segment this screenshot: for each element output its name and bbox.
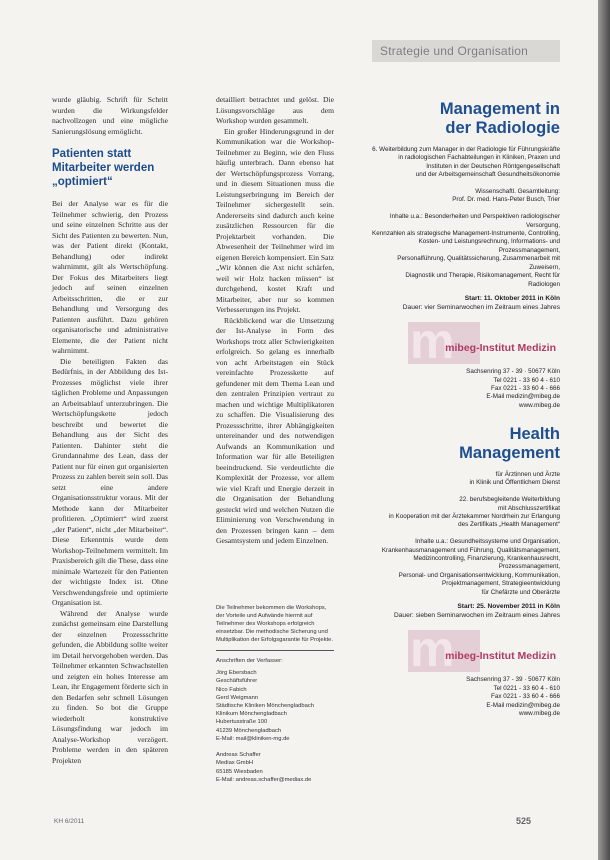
text-line: Wissenschaftl. Gesamtleitung: (475, 188, 560, 196)
text-line: Inhalte u.a.: Gesundheitssysteme und Organisation, (415, 538, 560, 546)
text-line (372, 488, 560, 496)
text-line: E-Mail: andreas.schaffer@mediax.de (216, 776, 312, 783)
logo-text: mibeg-Institut Medizin (445, 342, 556, 355)
ad-contact (372, 368, 560, 410)
paragraph: Die beteiligten Fakten das Bedürfnis, in der Abbildung des Ist-Prozesses möglichst viele ihrer täglichen Probleme und Anpassungen an Arbeitsablauf unterzubringen. Die Wertschöpfungskette jedoch beschreibt und bewertet die Behandlung aus der Sicht des Patienten. Dahinter steht die Grundannahme des Lean, dass der Patient nur für einen gut organisierten Prozess zu zahlen bereit sein soll. Das setzt eine andere Organisationsstruktur voraus. Mit der Methode kann der Mitarbeiter profitieren. „Optimiert“ wird zuerst „der Patient“, nicht „der Mitarbeiter“. Diese Erkenntnis wurde dem Workshop-Teilnehmern vermittelt. Im Praxisbereich gilt die These, dass eine minimale Wartezeit für den Patienten der wichtigste Index ist. Ohne Verschwendungsfreie und optimierte Organisation ist. (52, 356, 168, 607)
ad-dates (372, 603, 560, 620)
text-line (372, 530, 560, 538)
mibeg-logo (372, 313, 560, 370)
text-line: 22. berufsbegleitende Weiterbildung (459, 496, 560, 504)
ad-title-line: Management (459, 444, 560, 462)
author-addresses (216, 657, 334, 784)
ad-duration: Dauer: vier Seminarwochen im Zeitraum eines Jahres (402, 303, 560, 311)
authors-heading: Anschriften der Verfasser: (216, 658, 283, 664)
text-line: Geschäftsführer (216, 678, 258, 685)
issue-number: KH 6/2011 (54, 818, 85, 825)
text-line (372, 180, 560, 188)
ad-start: Start: 25. November 2011 in Köln (457, 603, 560, 611)
text-column-2 (216, 95, 334, 547)
text-line: Sachsenring 37 - 39 · 50677 Köln (466, 368, 560, 376)
text-line: Sachsenring 37 - 39 · 50677 Köln (466, 676, 560, 684)
text-line: Hubertusstraße 100 (216, 719, 268, 726)
section-label: Strategie und Organisation (380, 44, 528, 58)
text-line: und der Arbeitsgemeinschaft Gesundheitsökonomie (415, 171, 560, 179)
text-line: 6. Weiterbildung zum Manager in der Radiologie für Führungskräfte (372, 146, 560, 153)
text-line: E-Mail medizin@mibeg.de (486, 393, 560, 401)
text-line: Instituten in der Deutschen Röntgengesellschaft (426, 162, 560, 170)
paragraph: wurde gläubig. Schrift für Schritt wurden die Wirkungsfelder nachvollzogen und eine mögliche Sanierungslösung ermöglicht. (52, 95, 168, 136)
text-line: Krankenhausmanagement und Führung, Qualitätsmanagement, (381, 546, 560, 554)
text-line: Personalführung, Qualitätssicherung, Zusammenarbeit mit Zuweisern, (397, 255, 560, 271)
text-line: Projektmanagement, Strategieentwicklung (442, 580, 560, 588)
text-line: Prof. Dr. med. Hans-Peter Busch, Trier (452, 196, 560, 204)
text-line: Fax 0221 - 33 60 4 - 666 (491, 384, 560, 392)
text-line: Diagnostik und Therapie, Risikomanagement, Recht für Radiologen (405, 272, 560, 288)
ad-title-line: Health (509, 425, 560, 443)
text-line: Tel 0221 - 33 60 4 - 610 (493, 684, 560, 692)
text-line: Nico Fabich (216, 686, 247, 693)
text-line: Medizincontrolling, Finanzierung, Krankenhausrecht, Prozessmanagement, (413, 555, 560, 571)
text-line: Klinikum Mönchengladbach (216, 711, 287, 718)
text-column-1 (52, 95, 168, 766)
text-line: des Zertifikats „Health Management“ (458, 521, 560, 529)
section-heading: Patienten statt Mitarbeiter werden „optimiert“ (52, 148, 155, 188)
ad-duration: Dauer: sieben Seminarwochen im Zeitraum eines Jahres (393, 611, 560, 619)
logo-text: mibeg-Institut Medizin (445, 650, 556, 663)
text-line: Tel 0221 - 33 60 4 - 610 (493, 376, 560, 384)
ad-body (372, 146, 560, 289)
text-line: Personal- und Organisationsentwicklung, Kommunikation, (398, 571, 560, 579)
text-line: Jörg Ebersbach (216, 670, 257, 677)
text-line: mit Abschlusszertifikat (498, 504, 560, 512)
text-line: in Kooperation mit der Ärztekammer Nordrhein zur Erlangung (388, 513, 560, 521)
figure-caption: Die Teilnehmer bekommen die Workshops, der Vorteile und Aufwände hiermit auf Teilnehmer des Workshops erfolgreich einsetzbar. Die methodische Sicherung und Multiplikation der Erfolgsgarantie für Projekte. (216, 605, 333, 643)
ad-title-line: Management in (439, 100, 560, 118)
text-line: 41239 Mönchengladbach (216, 727, 282, 734)
paragraph: Bei der Analyse war es für die Teilnehmer schwierig, den Prozess und seine einzelnen Schritte aus der Sicht des Patienten zu bewerten. Nun, was der Patient direkt (Kontakt, Behandlung) oder indirekt wahrnimmt, gilt als Wertschöpfung. Der Fokus des Mitarbeiters liegt jedoch auf seinen einzelnen Arbeitsschritten, die er zur Behandlung und Versorgung des Patienten ausführt. Dazu gehören organisatorische und administrative Elemente, die der Patient nicht wahrnimmt. (52, 199, 168, 355)
text-line: Mediax GmbH (216, 760, 254, 767)
text-line: Gerd Weigmann (216, 694, 259, 701)
ad-contact (372, 676, 560, 718)
author-lines (216, 669, 334, 784)
ad-dates (372, 295, 560, 312)
ad-title (372, 100, 560, 138)
paragraph: Rückblickend war die Umsetzung der Ist-Analyse in Form des Workshops trotz aller Schwierigkeiten erfolgreich. So gelang es innerhalb von acht Arbeitstagen ein Stück vereinfachte Prozesskette auf gefundener mit dem Thema Lean und den zentralen Prinzipien vertraut zu machen und wichtige Multiplikatoren zu schaffen. Die Visualisierung des Prozessschritte, ihrer Abhängigkeiten untereinander und des notwendigen Aufwands an Kommunikation und Information war für alle Beteiligten beeindruckend. Sie verdeutlichte die Komplexität der Prozesse, vor allem wie viel Kraft und Energie derzeit in die Organisation der Behandlung gesteckt wird und welchen Nutzen die Eliminierung von Verschwendung in den Prozessen bringen kann – dem Gesamtsystem und jedem Einzelnen. (216, 315, 334, 545)
ad-start: Start: 11. Oktober 2011 in Köln (464, 294, 560, 302)
text-line: in Klinik und Öffentlichem Dienst (469, 479, 560, 487)
text-line: Inhalte u.a.: Besonderheiten und Perspektiven radiologischer Versorgung, (389, 213, 560, 229)
text-line: Kennzahlen als strategische Management-Instrumente, Controlling, (372, 230, 560, 238)
text-line: 65185 Wiesbaden (216, 768, 263, 775)
text-line: www.mibeg.de (519, 709, 560, 717)
text-line: Andreas Schaffer (216, 752, 261, 759)
text-line: E-Mail: mail@kliniken-mg.de (216, 735, 290, 742)
text-line (372, 205, 560, 213)
text-line: für Chefärzte und Oberärzte (481, 588, 560, 596)
ad-title-line: der Radiologie (445, 119, 560, 137)
paragraph: Ein großer Hinderungsgrund in der Kommunikation war die Workshop-Teilnehmer zu Beginn, wie den Fluss häufig unterbrach. Dann ebenso hat der Wertschöpfungsprozess Vorrang, und in diesem Situationen muss die Leistungserbringung im Bereich der Teilnehmer sichergestellt sein. Andererseits sind dadurch auch keine zusätzlichen Ressourcen für die Projektarbeit vorhanden. Die Abwesenheit der Teilnehmer wird im eigenen Bereich kompensiert. Ein Satz „Wir können die Axt nicht schärfen, weil wir Holz hacken müssen“ ist durchgehend, kostet Kraft und Mitarbeiter, aber nur so kommen Verbesserungen ins Projekt. (216, 126, 334, 314)
mibeg-logo (372, 621, 560, 678)
ad-management-radiologie[interactable] (372, 100, 560, 410)
text-line: Kosten- und Leistungsrechnung, Informations- und Prozessmanagement, (418, 238, 560, 254)
text-line (216, 743, 334, 751)
page-edge-shadow (598, 0, 610, 860)
text-line: www.mibeg.de (519, 401, 560, 409)
text-line: für Ärztinnen und Ärzte (495, 471, 560, 478)
text-line: Städtische Kliniken Mönchengladbach (216, 703, 314, 710)
paragraph: detailliert betrachtet und gelöst. Die Lösungsvorschläge aus dem Workshop wurden gesammelt. (216, 95, 334, 125)
logo-m-icon: m (410, 313, 455, 370)
text-line: in radiologischen Fachabteilungen in Kliniken, Praxen und (398, 154, 560, 162)
page-number: 525 (516, 816, 532, 826)
paragraph: Während der Analyse wurde zunächst gemeinsam eine Darstellung der einzelnen Prozessschritte gefunden, die Abbildung sollte weiter im Detail hervorgehoben werden. Das Teilnehmer erkannten Schwachstellen und zeigten ein hohes Interesse am Lean, ihr Engagement förderte sich in den Bedarfen sehr schnell Lösungen zu finden. So bot die Gruppe wiederholt konstruktive Lösungsfindung war jedoch im Analyse-Workshop verzögert. Probleme werden in den späteren Projekten (52, 608, 168, 765)
ad-title (372, 425, 560, 463)
ad-health-management[interactable] (372, 425, 560, 718)
text-line: E-Mail medizin@mibeg.de (486, 701, 560, 709)
text-line: Fax 0221 - 33 60 4 - 666 (491, 693, 560, 701)
ad-body (372, 471, 560, 597)
logo-m-icon: m (410, 621, 455, 678)
divider (216, 650, 334, 651)
